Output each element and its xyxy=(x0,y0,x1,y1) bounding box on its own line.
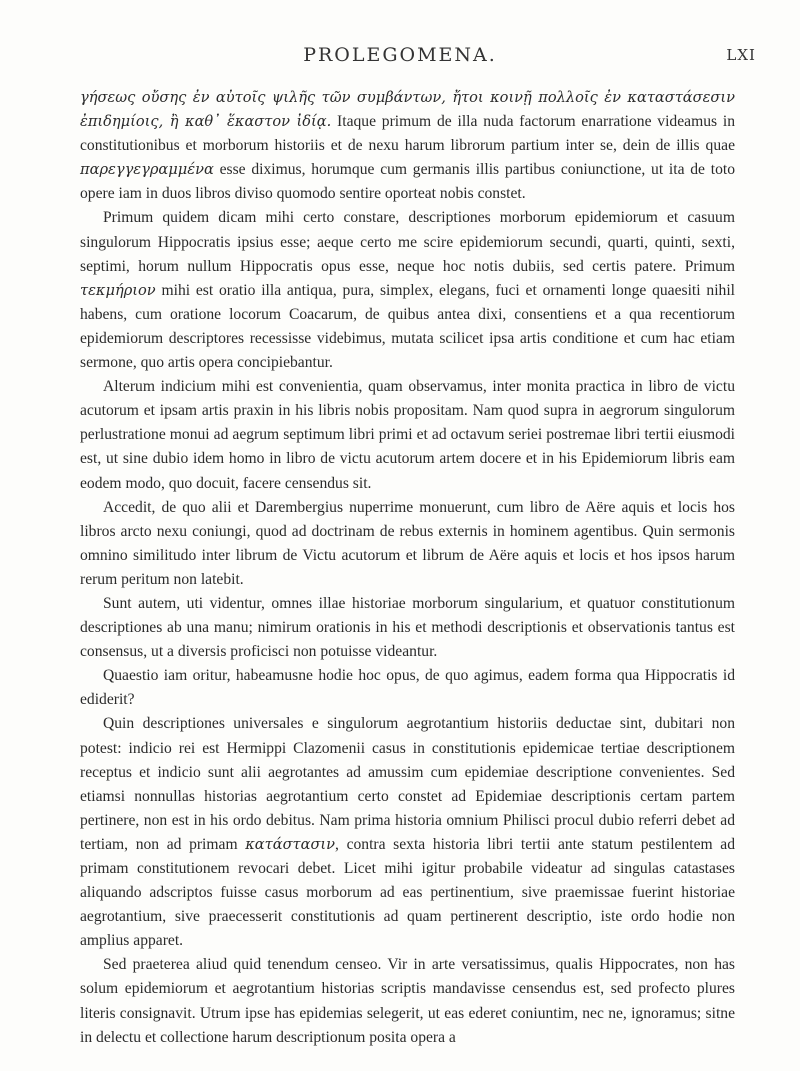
body-text xyxy=(80,86,735,1050)
latin-text: , contra sexta historia libri tertii ante statum pestilentem ad primam constitutionem revocari debet. Licet mihi igitur probabile videatur ad singulas catastases aliquando adscriptos fuisse casus morborum ad eas pertinentium, sive praemissae fuerint historiae aegrotantium, sive praecesserit constitutionis ad quam pertinerent descriptio, iste ordo hodie non amplius apparet. xyxy=(80,835,735,950)
paragraph xyxy=(80,496,735,592)
greek-text: τεκμήριον xyxy=(80,281,156,299)
page-number: LXI xyxy=(726,46,756,64)
paragraph xyxy=(80,375,735,495)
paragraph xyxy=(80,712,735,953)
paragraph xyxy=(80,953,735,1049)
greek-text: γήσεως οὔσης ἐν αὐτοῖς ψιλῆς τῶν συμβάντων, ἤτοι κοινῇ πολλοῖς ἐν καταστάσεσιν ἐπιδημίοις, ἢ καθ᾽ ἕκαστον ἰδίᾳ. xyxy=(80,89,735,131)
latin-text: Accedit, de quo alii et Darembergius nuperrime monuerunt, cum libro de Aëre aquis et locis hos libros arcto nexu coniungi, quod ad doctrinam de rebus externis in hominem agentibus. Quin sermonis omnino similitudo inter librum de Victu acutorum et librum de Aëre aquis et locis et hos ipsos harum rerum peritum non latebit. xyxy=(80,498,735,588)
latin-text: mihi est oratio illa antiqua, pura, simplex, elegans, fuci et ornamenti longe quaesiti nihil habens, cum oratione locorum Coacarum, de quibus antea dixi, consentiens et a qua recentiorum epidemiorum descriptores recessisse videbimus, mutata scilicet ipsa artis conditione et cum hac etiam sermone, quo artis opera concipiebantur. xyxy=(80,281,735,372)
latin-text: Quin descriptiones universales e singulorum aegrotantium historiis deductae sint, dubitari non potest: indicio rei est Hermippi Clazomenii casus in constitutionis epidemicae tertiae descriptionem receptus et indicio sunt alii aegrotantes ad amussim cum epidemiae descriptione convenientes. Sed etiamsi nonnullas historias aegrotantium certo constet ad Epidemiae descriptionis certam partem pertinere, non est in his ordo debitus. Nam prima historia omnium Philisci procul dubio referri debet ad tertiam, non ad primam xyxy=(80,715,735,853)
greek-text: παρεγγεγραμμένα xyxy=(80,161,214,179)
paragraph xyxy=(80,206,735,375)
latin-text: Sed praeterea aliud quid tenendum censeo. Vir in arte versatissimus, qualis Hippocrates, non has solum epidemiorum et aegrotantium historias scriptis mandavisse censendus est, sed profecto plures literis consignavit. Utrum ipse has epidemias selegerit, ut eas ederet coniuntim, nec ne, ignoramus; sitne in delectu et collectione harum descriptionum posita opera a xyxy=(80,956,735,1046)
running-title: PROLEGOMENA. xyxy=(303,44,497,66)
paragraph xyxy=(80,592,735,664)
latin-text: Quaestio iam oritur, habeamusne hodie hoc opus, de quo agimus, eadem forma qua Hippocratis id ediderit? xyxy=(80,667,735,709)
greek-text: κατάστασιν xyxy=(245,835,336,853)
latin-text: Alterum indicium mihi est convenientia, quam observamus, inter monita practica in libro de victu acutorum et ipsam artis praxin in his libris nobis propositam. Nam quod supra in aegrorum singulorum perlustratione monui ad aegrum septimum libri primi et ad octavum seriei postremae libri tertii eiusmodi est, ut sine dubio idem homo in libro de victu acutorum artem docere et in his Epidemiorum libris eam eodem modo, quo docuit, facere censendus sit. xyxy=(80,378,735,492)
running-head xyxy=(0,44,800,74)
latin-text: Itaque primum de illa nuda factorum enarratione videamus in constitutionibus et morborum historiis et de nexu harum librorum partium inter se, dein de illis quae xyxy=(80,113,735,155)
paragraph xyxy=(80,86,735,206)
latin-text: esse diximus, horumque cum germanis illis partibus coniunctione, ut ita de toto opere iam in duos libros diviso quomodo sentire oporteat nobis constet. xyxy=(80,161,735,203)
paragraph xyxy=(80,664,735,712)
latin-text: Primum quidem dicam mihi certo constare, descriptiones morborum epidemiorum et casuum singulorum Hippocratis ipsius esse; aeque certo me scire epidemiorum secundi, quarti, quinti, sexti, septimi, horum nullum Hippocratis opus esse, neque hoc notis dubiis, sed certis patere. Primum xyxy=(80,209,735,275)
latin-text: Sunt autem, uti videntur, omnes illae historiae morborum singularium, et quatuor constitutionum descriptiones ab una manu; nimirum orationis in his et methodi descriptionis et observationis tantus est consensus, ut a diversis proficisci non potuisse videantur. xyxy=(80,594,735,661)
